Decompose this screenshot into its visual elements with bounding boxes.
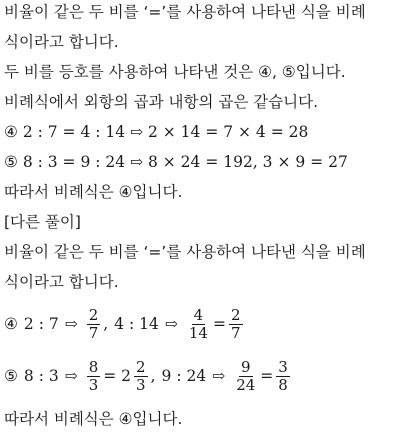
numerator: 9: [240, 357, 251, 376]
explanation-line-4: 비례식에서 외항의 곱과 내항의 곱은 같습니다.: [4, 93, 319, 111]
equation-line-5: ⑤ 8 : 3 = 9 : 24 ⇨ 8 × 24 = 192, 3 × 9 = 27: [4, 153, 348, 171]
ratio: 4 : 14: [114, 315, 159, 333]
arrow-icon: ⇨: [212, 367, 226, 385]
equals-sign: =: [260, 367, 274, 385]
conclusion-line-2: 따라서 비례식은 ④입니다.: [4, 410, 183, 428]
numerator: 2: [136, 357, 146, 376]
fraction: [87, 359, 101, 394]
numerator: 3: [278, 357, 288, 376]
fraction: [276, 359, 290, 394]
arrow-icon: ⇨: [164, 315, 178, 333]
numerator: 2: [88, 305, 99, 324]
equation-line-4: ④ 2 : 7 = 4 : 14 ⇨ 2 × 14 = 7 × 4 = 28: [4, 123, 309, 141]
denominator: 7: [88, 323, 99, 342]
ratio: 9 : 24: [161, 367, 207, 385]
denominator: 14: [188, 323, 208, 342]
arrow-icon: ⇨: [64, 367, 78, 385]
fraction-row-4: [4, 302, 246, 346]
denominator: 3: [88, 375, 99, 394]
fraction: [134, 359, 148, 394]
choice-mark: ④: [4, 315, 18, 333]
alternate-line-2: 식이라고 합니다.: [4, 273, 119, 291]
separator: ,: [150, 367, 156, 385]
numerator: 8: [88, 357, 99, 376]
fraction: [234, 359, 257, 394]
ratio: 2 : 7: [23, 315, 59, 333]
alternate-line-1: 비율이 같은 두 비를 ‘=’를 사용하여 나타낸 식을 비례: [4, 243, 366, 261]
numerator: 2: [230, 305, 241, 324]
denominator: 3: [136, 375, 146, 394]
numerator: 4: [193, 305, 204, 324]
fraction: [229, 307, 243, 342]
denominator: 24: [236, 375, 256, 394]
arrow-icon: ⇨: [64, 315, 78, 333]
equals-sign: =: [212, 315, 226, 333]
fraction: [87, 307, 101, 342]
explanation-line-2: 식이라고 합니다.: [4, 33, 119, 51]
ratio: 8 : 3: [23, 367, 59, 385]
fraction: [187, 307, 210, 342]
denominator: 8: [278, 375, 288, 394]
denominator: 7: [230, 323, 241, 342]
fraction-row-5: [4, 354, 293, 398]
equals-mixed-whole: = 2: [103, 367, 132, 385]
separator: ,: [103, 315, 109, 333]
alternate-solution-header: [다른 풀이]: [4, 213, 81, 231]
explanation-line-1: 비율이 같은 두 비를 ‘=’를 사용하여 나타낸 식을 비례: [4, 3, 366, 21]
choice-mark: ⑤: [4, 367, 18, 385]
conclusion-line-1: 따라서 비례식은 ④입니다.: [4, 183, 183, 201]
explanation-line-3: 두 비를 등호를 사용하여 나타낸 것은 ④, ⑤입니다.: [4, 63, 346, 81]
